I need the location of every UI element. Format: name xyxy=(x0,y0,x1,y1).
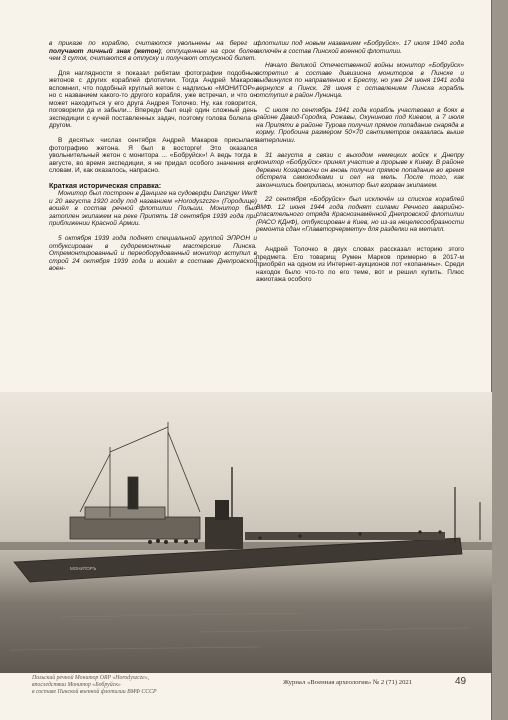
historical-photo xyxy=(0,392,492,673)
paragraph: 5 октября 1939 года поднят специальной группой ЭПРОН и отбуксирован в судоремонтные мастерские Пинска. Отремонтированный и переоборудованный монитор вступил в строй 24 октября 1939 года и вошёл в составе Днепровской воен- xyxy=(49,235,257,273)
journal-title: Журнал «Военная археология» № 2 (71) 2021 xyxy=(283,679,413,686)
page-number: 49 xyxy=(455,676,467,687)
paragraph: С июля по сентябрь 1941 года корабль участвовал в боях в районе Давид-Городка, Рожавы, Окуниново под Киевом, а 7 июля на Припяти в районе Турова получил прямое попадание снаряда в корму. Пробоина размером 50×70 сантиметров оказалась выше ватерлинии. xyxy=(256,106,464,145)
caption-line: Польский речной Монитор ORP «Horodyszcze», xyxy=(32,675,150,681)
paragraph: 31 августа в связи с выходом немецких войск к Днепру монитор «Бобруйск» принял участие в прорыве к Киеву. В районе деревни Козаровичи он вновь получил прямое попадание во время обстрела самоходками и сел на мель. После того, как закончились боеприпасы, монитор был взорван экипажем. xyxy=(256,151,464,189)
caption-line: впоследствии Монитор «Бобруйск» xyxy=(32,682,121,688)
bold-text: получают личный знак (жетон) xyxy=(49,47,161,55)
paragraph: Андрей Толочко в двух словах рассказал историю этого предмета. Его товарищ Румен Марков примерно в 2017-м приобрёл на одном из Интернет-аукционов лот «копанины». Среди находок было что-то по его теме, вот и решил купить. Плюс ажиотажа особого xyxy=(256,246,464,284)
right-column xyxy=(256,40,464,291)
paragraph: Монитор был построен в Данциге на судоверфи Danziger Werft и 20 августа 1920 году под названием «Horodyszcze» (Городище) вошёл в состав речной флотилии Польши. Монитор был затоплен экипажем на реке Припять 18 сентября 1939 года при приближении Красной Армии. xyxy=(49,190,257,228)
photo-caption xyxy=(32,675,252,696)
text-run: ; отпущенные на срок более чем 3 суток, считаются в отпуску и получают отпускной билет. xyxy=(49,47,257,63)
paragraph: флотилии под новым названием «Бобруйск». 17 июля 1940 года включён в состав Пинской военной флотилии. xyxy=(256,40,464,55)
water xyxy=(10,595,470,650)
hull-marking: МОНИТОРЪ xyxy=(70,566,97,571)
steamship xyxy=(70,422,200,539)
paragraph: 22 сентября «Бобруйск» был исключён из списков кораблей ВМФ. 12 июня 1944 года поднят силами Речного аварийно-спасательного отряда Краснознамённой Днепровской флотилии (РАСО КДнФ), отбуксирован в Киев, но из-за нецелесообразности ремонта сдан «Главвторчермету» для разделки на металл. xyxy=(256,196,464,234)
left-column xyxy=(49,40,257,280)
section-heading: Краткая историческая справка: xyxy=(49,180,162,190)
caption-line: в составе Пинской военной флотилии ВМФ СССР xyxy=(32,689,157,695)
paragraph: Для наглядности я показал ребятам фотографии подобных жетонов с других кораблей флотилии. Тогда Андрей Макаров вспомнил, что подобный круглый жетон с надписью «МОНИТОР», но с названием какого-то другого корабля, уже встречал, и что он может находиться у его друга Андрея Толочко. Ну, как говорится, поговорили да и забыли... Впереди был ещё один сложный день экспедиции с кучей поставленных задач, поэтому голова болела о другом. xyxy=(49,69,257,130)
text-run: в приказе по кораблю, считаются увольнены на берег и xyxy=(49,40,257,47)
paragraph xyxy=(49,40,257,63)
page-edge xyxy=(491,0,508,720)
paragraph: Начало Великой Отечественной войны монитор «Бобруйск» встретил в составе дивизиона мониторов в Пинске и выдвинулся по направлению к Бресту, но уже 24 июня 1941 года вернулся в Пинск. 28 июня с оставлением Пинска корабль отступил в район Лунинца. xyxy=(256,62,464,100)
paragraph: В десятых числах сентября Андрей Макаров присылает фотографию жетона. Я был в восторге! Это оказался увольнительный жетон с монитора ... «Бобруйск»! А ведь тогда в августе, во время экспедиции, я не придал особого значения его словам. И, как оказалось, напрасно. xyxy=(49,137,257,175)
